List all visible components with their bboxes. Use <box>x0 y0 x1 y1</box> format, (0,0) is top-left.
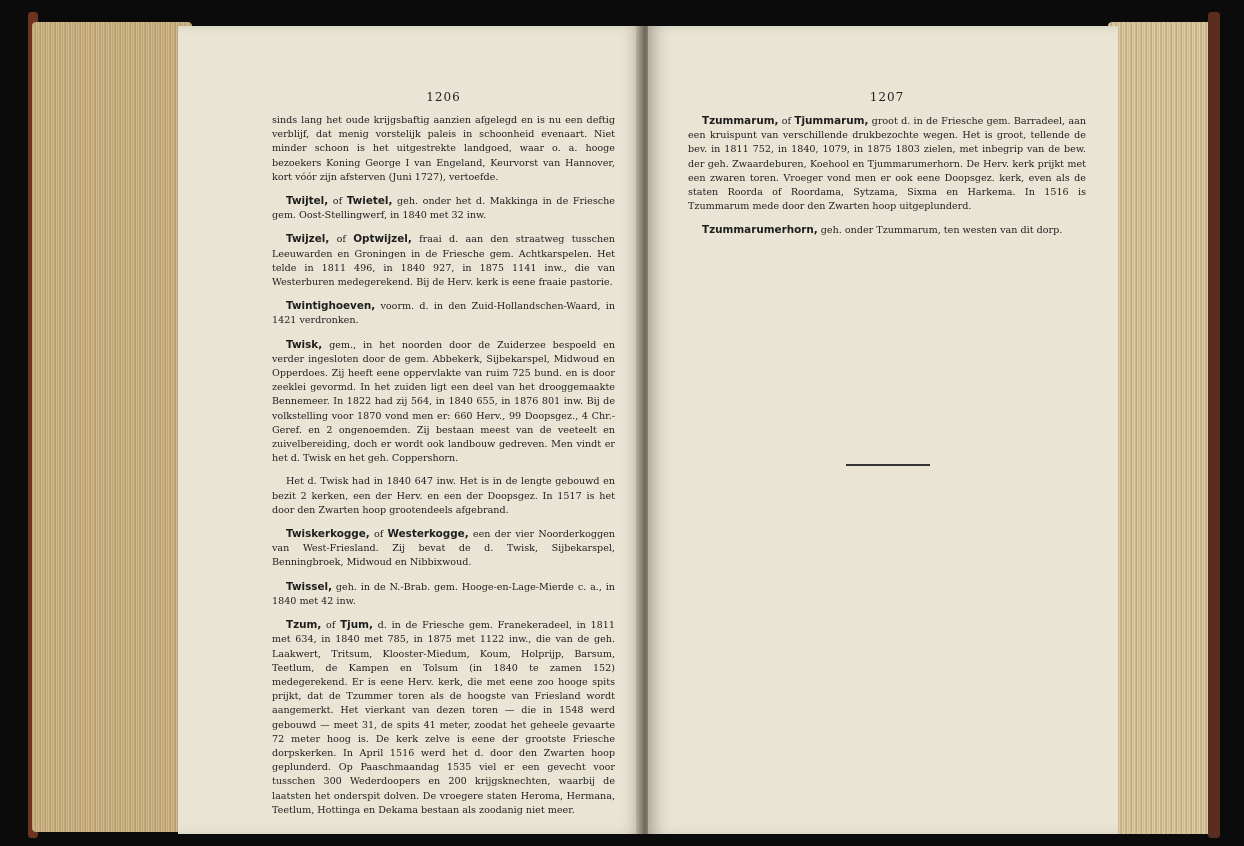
entry-connector: of <box>778 116 795 127</box>
entry-headword: Twissel, <box>286 580 333 593</box>
entry-text: geh. onder Tzummarum, ten westen van dit dorp. <box>817 225 1063 237</box>
dictionary-entry <box>272 618 615 818</box>
right-page <box>648 26 1118 834</box>
entry-connector: of <box>321 620 341 632</box>
book-cover-right <box>1208 12 1220 838</box>
entry-text: groot d. in de Friesche gem. Barradeel, aan een kruispunt van verschillende drukbezochte wegen. Het is groot, tellende de bev. in 1811 752, in 1840, 1079, in 1875 1803 zielen, met inbegrip van de bew. der geh. Zwaardeburen, Koehool en Tjummarumerhorn. De Herv. kerk prijkt met een zwaren toren. Vroeger vond men er ook eene Doopsgez. kerk, even als de staten Roorda of Roordama, Sytzama, Sixma en Harkema. In 1516 is Tzummarum mede door den Zwarten hoop uitgeplunderd. <box>688 116 1086 213</box>
dictionary-entry <box>272 527 615 571</box>
open-book <box>28 12 1218 838</box>
entry-headword: Tzum, <box>286 619 322 632</box>
page-number: 1206 <box>426 90 461 104</box>
entry-text: d. in de Friesche gem. Franekeradeel, in 1811 met 634, in 1840 met 785, in 1875 met 1122 inw., die van de geh. Laakwert, Tritsum, Klooster-Miedum, Koum, Holprijp, Barsum, Teetlum, de Kampen en Tolsum (in 1840 te zamen 152) medegerekend. Er is eene Herv. kerk, die met eene zoo hooge spits prijkt, dat de Tzummer toren als de hoogste van Friesland wordt aangemerkt. Het vierkant van dezen toren — die in 1548 werd gebouwd — meet 31, de spits 41 meter, zoodat het geheele gevaarte 72 meter hoog is. De kerk zelve is eene der grootste Friesche dorpskerken. In April 1516 werd het d. door den Zwarten hoop geplunderd. Op Paaschmaandag 1535 viel er een gevecht voor tusschen 300 Wederdoopers en 200 krijgsknechten, waarbij de laatsten het onderspit dolven. De vroegere staten Heroma, Hermana, Teetlum, Hottinga en Dekama bestaan als zoodanig niet meer. <box>272 620 615 816</box>
entry-headword: Twijzel, <box>286 233 330 246</box>
entry-connector: of <box>369 529 388 541</box>
entry-headword: Tzummarum, <box>702 115 779 127</box>
entry-headword: Twisk, <box>286 338 323 351</box>
dictionary-entry <box>272 299 615 328</box>
end-rule <box>846 464 930 466</box>
left-page <box>178 26 643 834</box>
entry-headword: Twintighoeven, <box>286 300 376 313</box>
entry-headword: Tjum, <box>340 619 373 632</box>
entry-text: Het d. Twisk had in 1840 647 inw. Het is in de lengte gebouwd en bezit 2 kerken, een der Herv. en een der Doopsgez. In 1517 is het door den Zwarten hoop grootendeels afgebrand. <box>272 476 615 516</box>
entry-text: voorm. d. in den Zuid-Hollandschen-Waard, in 1421 verdronken. <box>272 301 615 327</box>
continuation-text: sinds lang het oude krijgsbaftig aanzien afgelegd en is nu een deftig verblijf, dat menig vorstelijk paleis in schoonheid evenaart. Niet minder schoon is het uitgestrekte landgoed, waar o. a. hooge bezoekers Koning George I van Engeland, Keurvorst van Hannover, kort vóór zijn afsterven (Juni 1727), vertoefde. <box>272 115 615 183</box>
entry-text: geh. in de N.-Brab. gem. Hooge-en-Lage-Mierde c. a., in 1840 met 42 inw. <box>272 581 615 607</box>
entry-headword: Tjummarum, <box>794 115 869 127</box>
dictionary-entry <box>272 475 615 518</box>
entry-connector: of <box>328 196 347 208</box>
dictionary-entry <box>688 223 1086 238</box>
entry-headword: Twijtel, <box>286 195 329 208</box>
entry-headword: Tzummarumerhorn, <box>702 224 818 237</box>
entry-headword: Twietel, <box>346 195 393 208</box>
entry-text: fraai d. aan den straatweg tusschen Leeuwarden en Groningen in de Friesche gem. Achtkarspelen. Het telde in 1811 496, in 1840 927, in 1875 1141 inw., die van Westerburen medegerekend. Bij de Herv. kerk is eene fraaie pastorie. <box>272 234 615 289</box>
entry-headword: Twiskerkogge, <box>286 528 370 541</box>
entry-headword: Westerkogge, <box>387 528 469 541</box>
right-entries <box>688 114 1086 239</box>
left-entries <box>272 194 615 818</box>
entry-text: geh. onder het d. Makkinga in de Friesche gem. Oost-Stellingwerf, in 1840 met 32 inw. <box>272 196 615 222</box>
dictionary-entry <box>272 338 615 467</box>
dictionary-entry <box>272 580 615 609</box>
page-edges-right <box>1108 22 1213 834</box>
dictionary-entry <box>272 194 615 223</box>
entry-text: een der vier Noorderkoggen van West-Friesland. Zij bevat de d. Twisk, Sijbekarspel, Benningbroek, Midwoud en Nibbixwoud. <box>272 529 615 569</box>
entry-text: gem., in het noorden door de Zuiderzee bespoeld en verder ingesloten door de gem. Abbekerk, Sijbekarspel, Midwoud en Opperdoes. Zij heeft eene oppervlakte van ruim 725 bund. en is door zeeklei gevormd. In het zuiden ligt een deel van het drooggemaakte Bennemeer. In 1822 had zij 564, in 1840 655, in 1876 801 inw. Bij de volkstelling voor 1870 vond men er: 660 Herv., 99 Doopsgez., 4 Chr.-Geref. en 2 ongenoemden. Zij bestaan meest van de veeteelt en zuivelbereiding, doch er wordt ook landbouw gedreven. Men vindt er het d. Twisk en het geh. Coppershorn. <box>272 339 615 465</box>
page-edges-left <box>32 22 192 832</box>
dictionary-entry <box>272 232 615 290</box>
entry-headword: Optwijzel, <box>353 233 412 246</box>
page-number: 1207 <box>869 90 905 104</box>
entry-connector: of <box>329 234 354 246</box>
dictionary-entry <box>688 114 1086 214</box>
